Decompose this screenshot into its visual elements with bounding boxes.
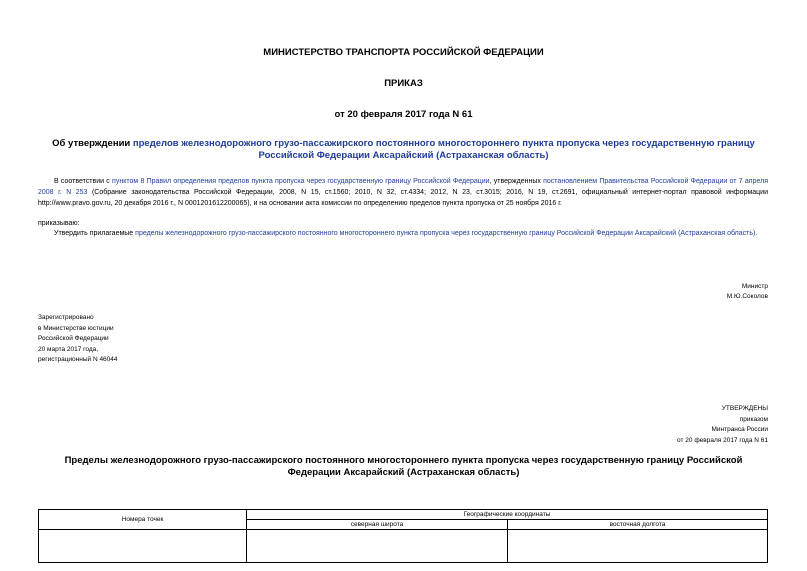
table-header-row — [39, 510, 768, 520]
col-header-lon: восточная долгота — [508, 520, 768, 530]
registration-block — [38, 313, 118, 366]
signature-position: Министр — [741, 283, 768, 290]
approved-line-2: приказом — [739, 415, 768, 423]
signature-name: М.Ю.Соколов — [726, 293, 768, 300]
table-cell — [247, 530, 508, 563]
col-header-lat: северная широта — [247, 520, 508, 530]
government-decree-link[interactable]: постановлением Правительства Российской Федерации от 7 апреля 2008 г. N 253 — [38, 178, 769, 196]
order-title — [40, 138, 767, 162]
col-header-geo: Географические координаты — [247, 510, 768, 520]
signature-block — [727, 282, 768, 302]
approve-paragraph — [38, 228, 768, 239]
col-header-points: Номера точек — [39, 510, 247, 530]
title-link[interactable]: пределов железнодорожного грузо-пассажирского постоянного многостороннего пункта пропуска через государственную границу Российской Федерации Аксарайский (Астраханская область) — [132, 138, 755, 161]
limits-link[interactable]: пределы железнодорожного грузо-пассажирского постоянного многостороннего пункта пропуска через государственную границу Российской Федерации Аксарайский (Астраханская область) — [135, 230, 756, 237]
registration-line-4: 20 марта 2017 года, — [38, 345, 99, 353]
approved-line-1: УТВЕРЖДЕНЫ — [721, 405, 768, 412]
order-word: приказываю: — [38, 220, 80, 227]
table-cell — [508, 530, 768, 563]
table-cell — [39, 530, 247, 563]
registration-line-1: Зарегистрировано — [38, 314, 94, 321]
rules-link[interactable]: пунктом 8 Правил определения пределов пункта пропуска через государственную границу Российской Федерации — [112, 178, 490, 185]
preamble-text-c: (Собрание законодательства Российской Федерации, 2008, N 15, ст.1560; 2010, N 32, ст.4334; 2012, N 23, ст.3015; 2016, N 19, ст.2691, официальный интернет-портал правовой информации http://www.pravo.gov.ru, 20 декабря 2016 г., N 0001201612200065), и на основании акта комиссии по определению пределов пункта пропуска от 25 ноября 2016 г. — [38, 189, 768, 207]
preamble-paragraph — [38, 176, 768, 209]
coordinates-table — [38, 509, 768, 563]
registration-line-2: в Министерстве юстиции — [38, 324, 114, 332]
section-title: Пределы железнодорожного грузо-пассажирского постоянного многостороннего пункта пропуска через государственную границу Российской Федерации Аксарайский (Астраханская область) — [64, 455, 743, 478]
approved-line-3: Минтранса России — [711, 426, 768, 433]
registration-line-3: Российской Федерации — [38, 335, 109, 342]
registration-line-5: регистрационный N 46044 — [38, 356, 118, 363]
title-prefix: Об утверждении — [52, 138, 133, 149]
approved-line-4: от 20 февраля 2017 года N 61 — [677, 436, 768, 444]
approve-text-b: . — [755, 230, 758, 237]
preamble-text-b: , утвержденных — [489, 178, 544, 185]
approve-text-a: Утвердить прилагаемые — [54, 230, 136, 237]
table-empty-row — [39, 530, 768, 563]
doc-type: ПРИКАЗ — [384, 78, 423, 89]
preamble-text-a: В соответствии с — [54, 178, 113, 185]
order-date-number: от 20 февраля 2017 года N 61 — [334, 109, 473, 120]
ministry-header: МИНИСТЕРСТВО ТРАНСПОРТА РОССИЙСКОЙ ФЕДЕРАЦИИ — [263, 47, 544, 58]
approved-block — [677, 404, 768, 446]
